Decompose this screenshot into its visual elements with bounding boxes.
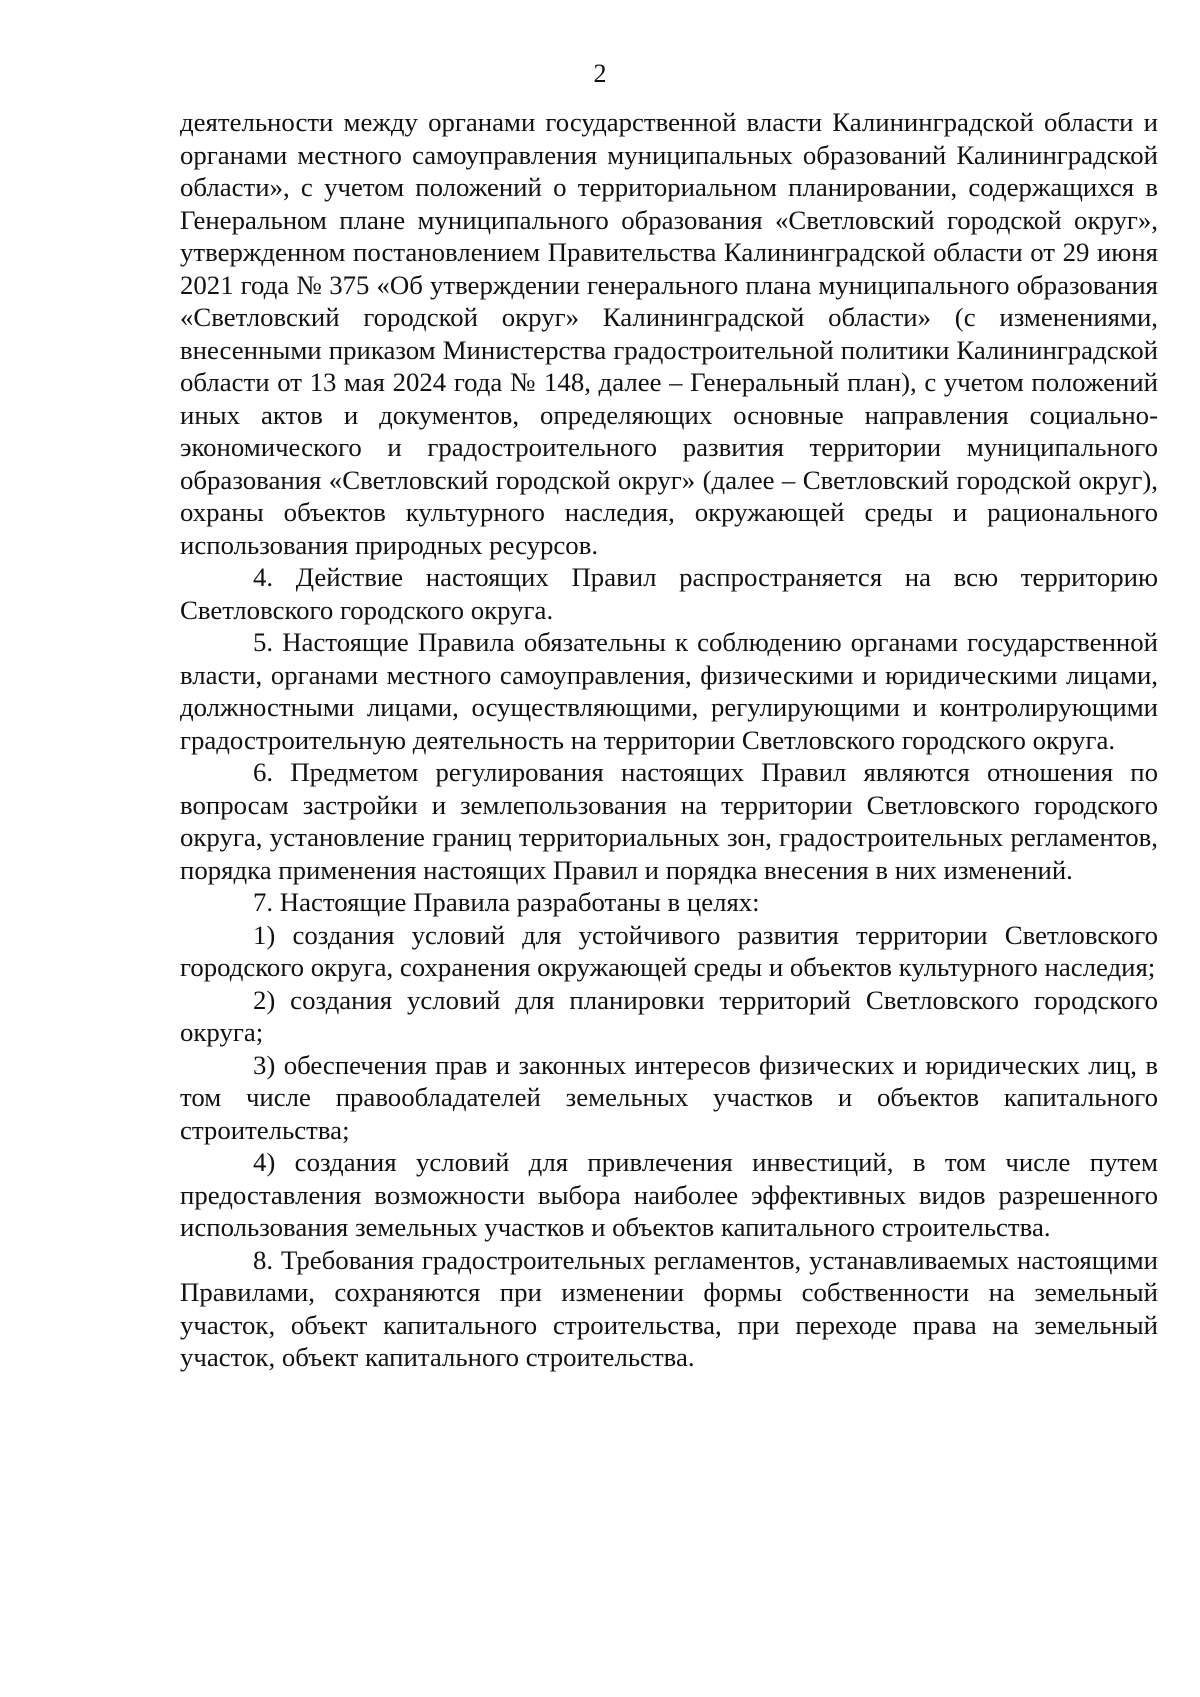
paragraph-continuation: деятельности между органами государственной власти Калининградской области и органами местного самоуправления муниципальных образований Калининградской области», с учетом положений о территориальном планировании, содержащихся в Генеральном плане муниципального образования «Светловский городской округ», утвержденном постановлением Правительства Калининградской области от 29 июня 2021 года № 375 «Об утверждении генерального плана муниципального образования «Светловский городской округ» Калининградской области» (с изменениями, внесенными приказом Министерства градостроительной политики Калининградской области от 13 мая 2024 года № 148, далее – Генеральный план), с учетом положений иных актов и документов, определяющих основные направления социально-экономического и градостроительного развития территории муниципального образования «Светловский городской округ» (далее – Светловский городской округ), охраны объектов культурного наследия, окружающей среды и рационального использования природных ресурсов. — [180, 107, 1158, 560]
paragraph-item-6: 6. Предметом регулирования настоящих Правил являются отношения по вопросам застройки и землепользования на территории Светловского городского округа, установление границ территориальных зон, градостроительных регламентов, порядка применения настоящих Правил и порядка внесения в них изменений. — [180, 757, 1158, 885]
document-body — [180, 106, 1158, 1374]
paragraph-item-8: 8. Требования градостроительных регламентов, устанавливаемых настоящими Правилами, сохраняются при изменении формы собственности на земельный участок, объект капитального строительства, при переходе права на земельный участок, объект капитального строительства. — [180, 1244, 1158, 1372]
paragraph-item-5: 5. Настоящие Правила обязательны к соблюдению органами государственной власти, органами местного самоуправления, физическими и юридическими лицами, должностными лицами, осуществляющими, регулирующими и контролирующими градостроительную деятельность на территории Светловского городского округа. — [180, 627, 1158, 755]
paragraph-item-7: 7. Настоящие Правила разработаны в целях: — [253, 887, 760, 917]
subitem-7-1: 1) создания условий для устойчивого развития территории Светловского городского округа, сохранения окружающей среды и объектов культурного наследия; — [180, 919, 1158, 982]
subitem-7-3: 3) обеспечения прав и законных интересов физических и юридических лиц, в том числе правообладателей земельных участков и объектов капитального строительства; — [180, 1049, 1158, 1145]
page-number: 2 — [593, 59, 607, 88]
subitem-7-2: 2) создания условий для планировки территорий Светловского городского округа; — [180, 984, 1158, 1047]
subitem-7-4: 4) создания условий для привлечения инвестиций, в том числе путем предоставления возможности выбора наиболее эффективных видов разрешенного использования земельных участков и объектов капитального строительства. — [180, 1147, 1158, 1242]
paragraph-item-4: 4. Действие настоящих Правил распространяется на всю территорию Светловского городского округа. — [180, 562, 1158, 625]
